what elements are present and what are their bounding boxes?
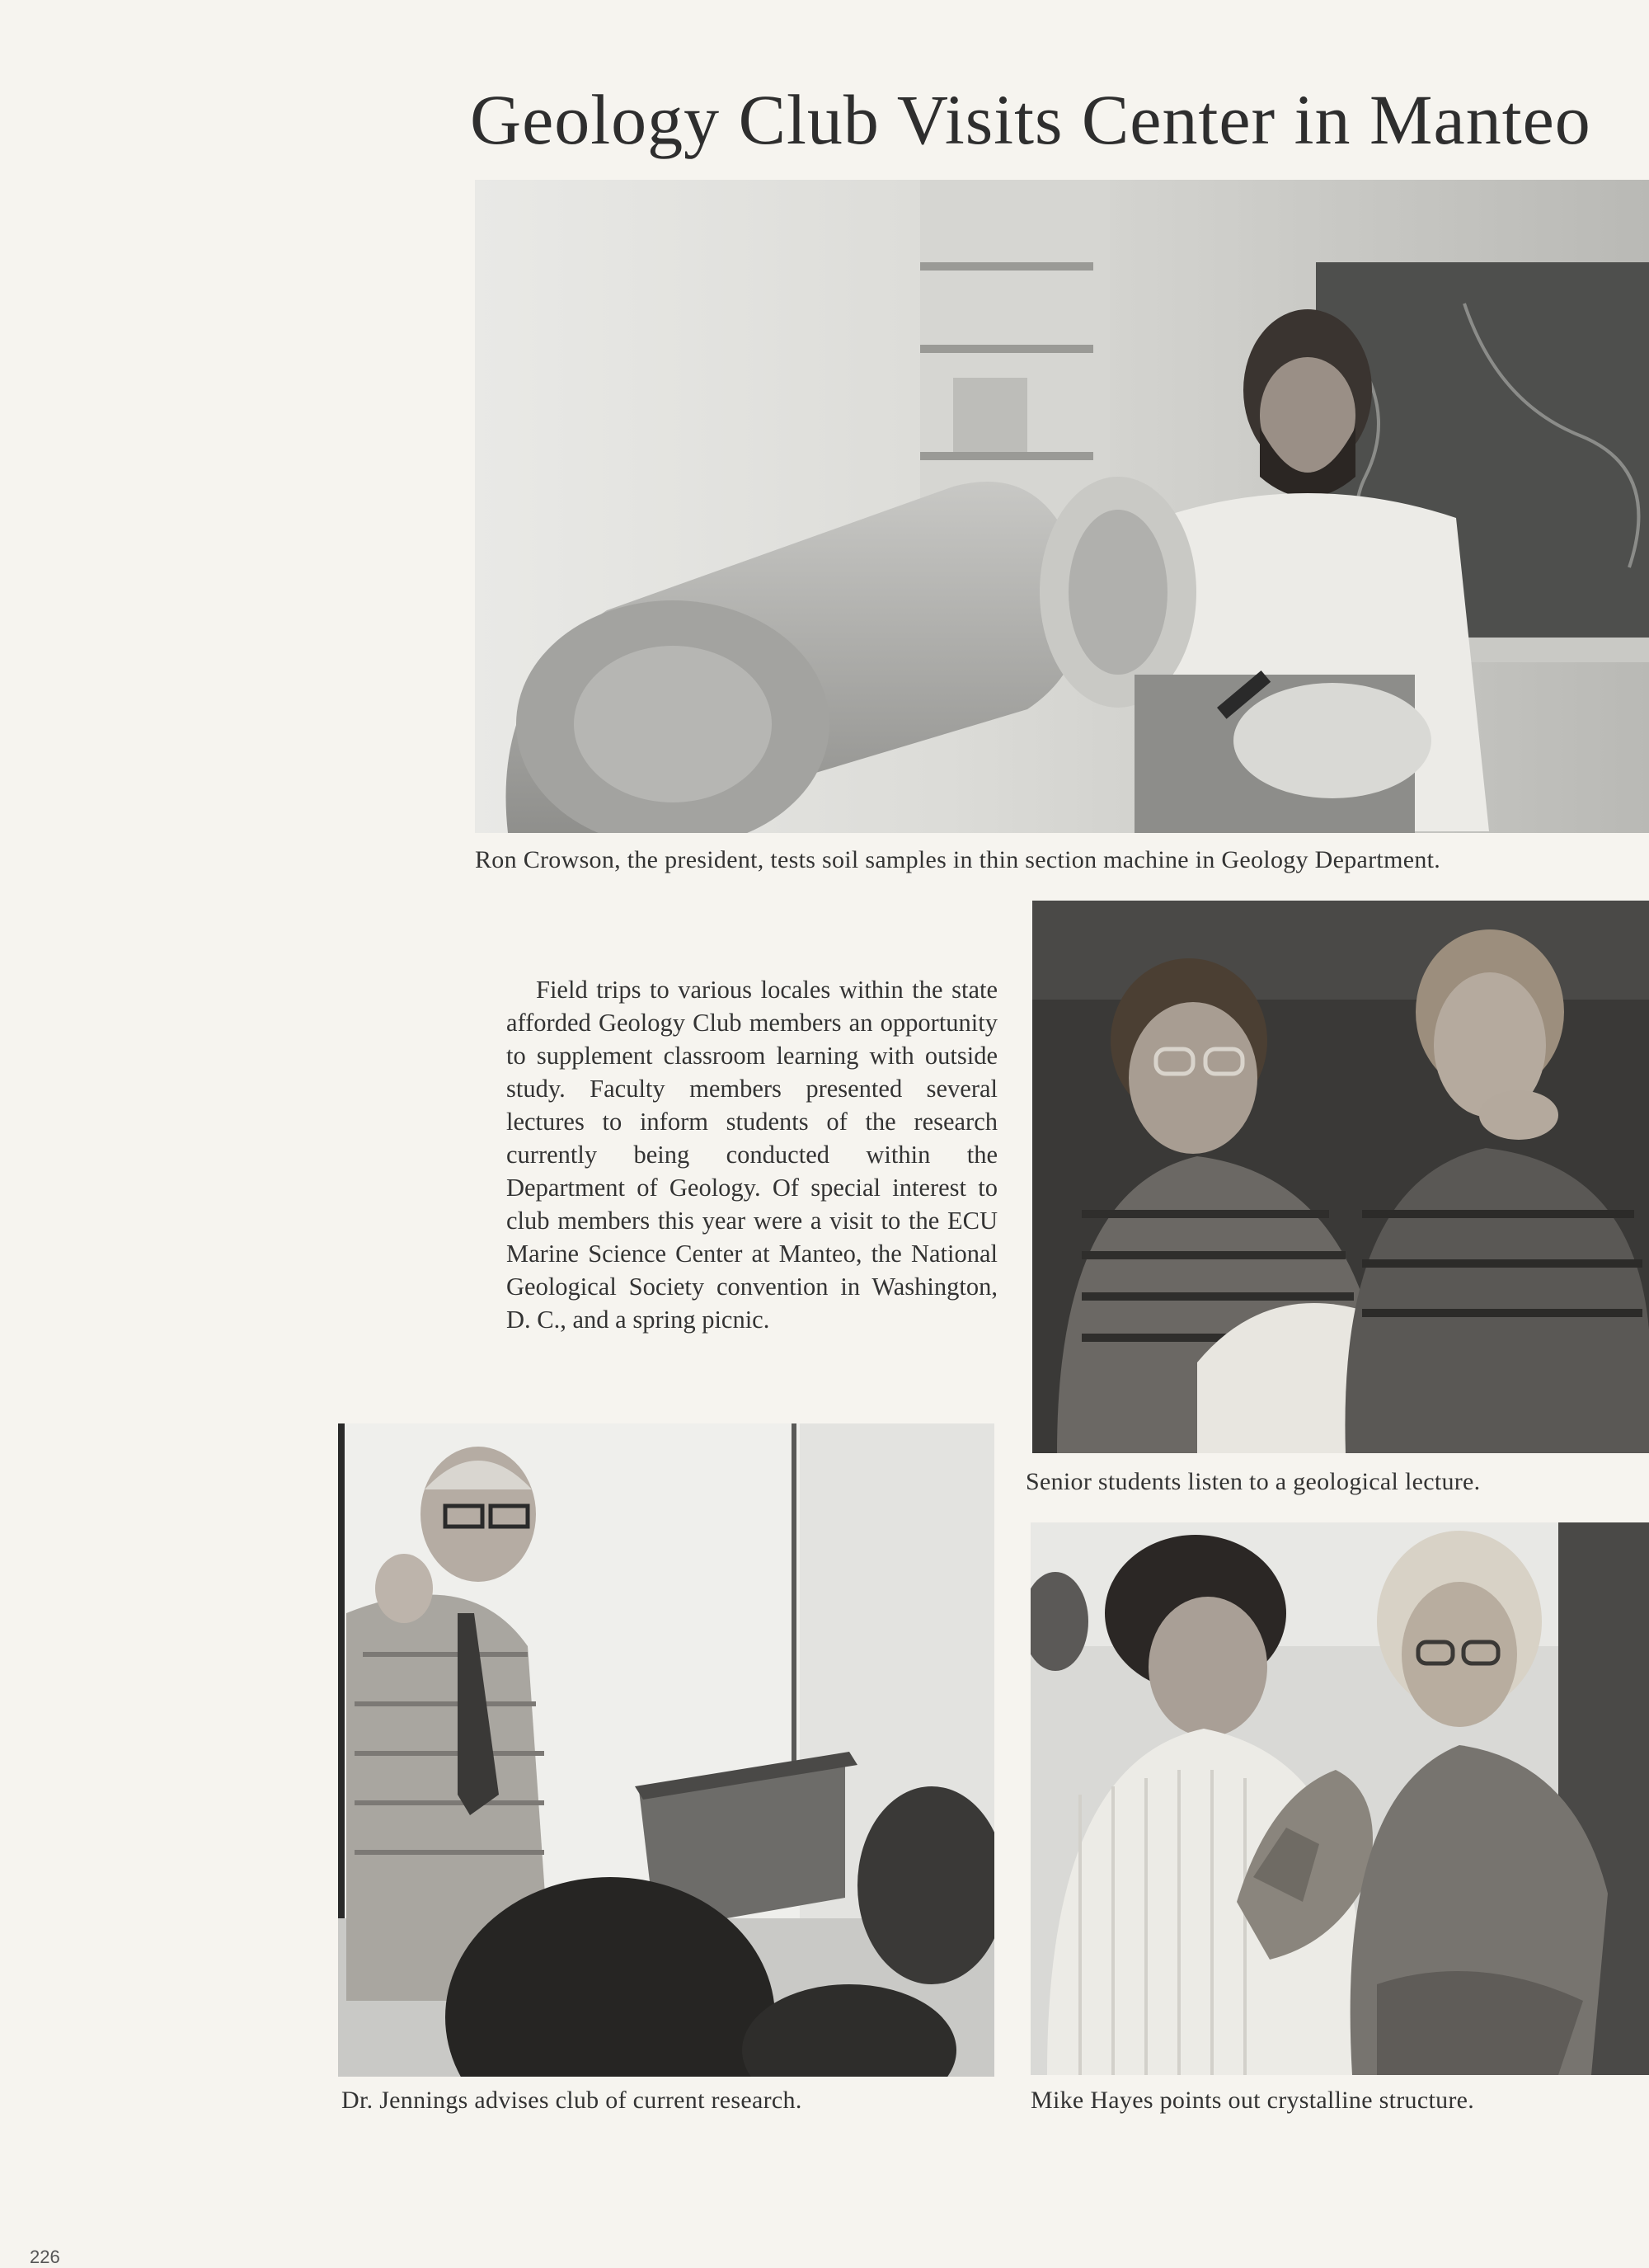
- caption-president: Ron Crowson, the president, tests soil samples in thin section machine in Geology Department.: [475, 846, 1441, 873]
- photo-hayes: [1031, 1522, 1649, 2075]
- article-body: Field trips to various locales within the state afforded Geology Club members an opportunity to supplement classroom learning with outside study. Faculty members presented several lectures to inform students of the research currently being conducted within the Department of Geology. Of special interest to club members this year were a visit to the ECU Marine Science Center at Manteo, the National Geological Society convention in Washington, D. C., and a spring picnic.: [506, 976, 998, 1334]
- page-number: 226: [30, 2247, 60, 2267]
- photo-jennings: [338, 1423, 994, 2077]
- caption-hayes: Mike Hayes points out crystalline structure.: [1031, 2087, 1475, 2114]
- page-title: Geology Club Visits Center in Manteo: [470, 80, 1591, 159]
- photo-president: [475, 180, 1649, 833]
- photo-hayes-image: [1031, 1522, 1649, 2075]
- photo-seniors-image: [1032, 901, 1649, 1453]
- photo-seniors: [1032, 901, 1649, 1453]
- caption-jennings: Dr. Jennings advises club of current research.: [341, 2087, 802, 2114]
- caption-seniors: Senior students listen to a geological lecture.: [1026, 1468, 1481, 1495]
- photo-president-image: [475, 180, 1649, 833]
- photo-jennings-image: [338, 1423, 994, 2077]
